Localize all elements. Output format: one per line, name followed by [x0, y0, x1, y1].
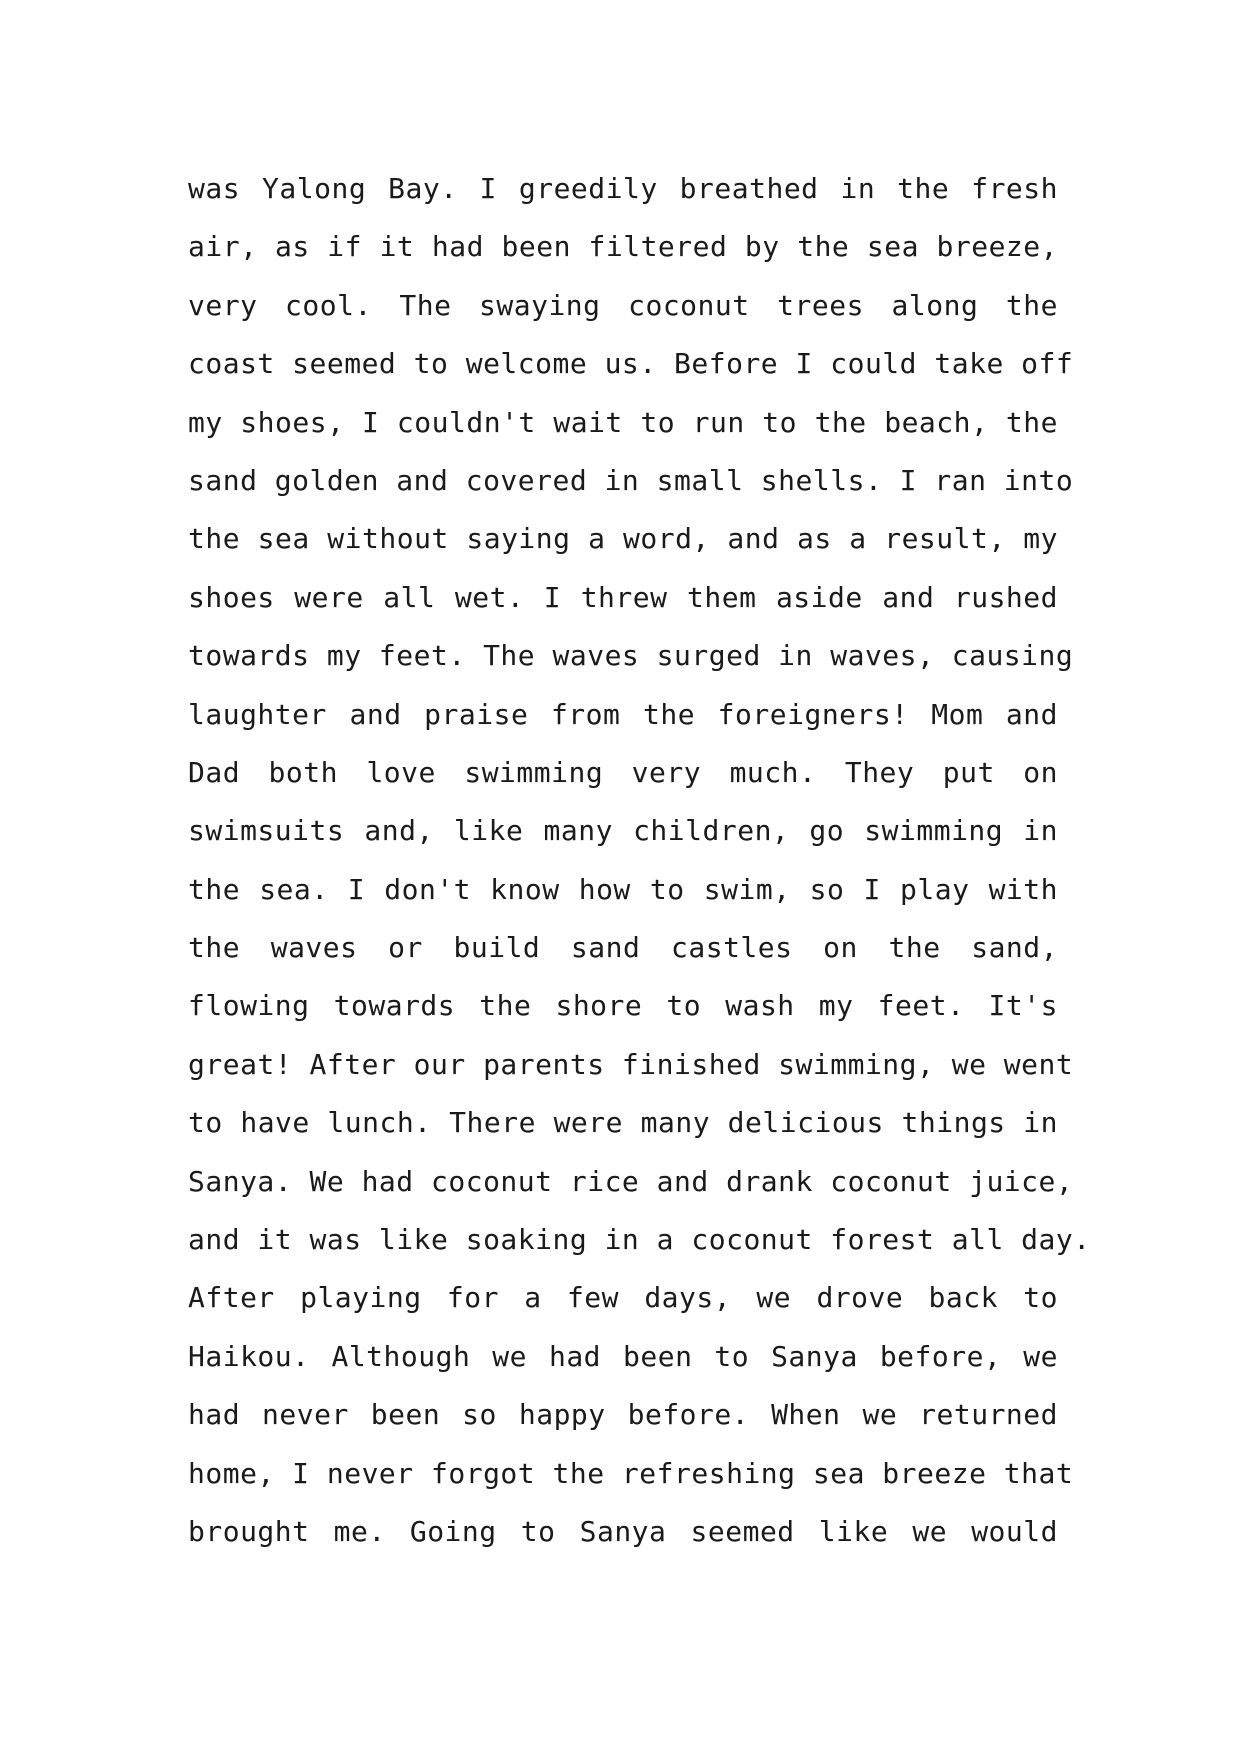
text-line: air, as if it had been filtered by the sea breeze, [188, 230, 1058, 264]
text-line: swimsuits and, like many children, go swimming in [188, 814, 1058, 848]
text-line: and it was like soaking in a coconut forest all day. [188, 1223, 1091, 1257]
text-line: the sea without saying a word, and as a result, my [188, 522, 1058, 556]
text-line: the sea. I don't know how to swim, so I play with [188, 872, 1058, 906]
text-line: was Yalong Bay. I greedily breathed in the fresh [188, 172, 1058, 205]
text-line: home, I never forgot the refreshing sea breeze that [188, 1456, 1074, 1490]
text-line: my shoes, I couldn't wait to run to the beach, the [188, 405, 1058, 439]
text-line: had never been so happy before. When we returned [188, 1398, 1058, 1432]
text-line: Dad both love swimming very much. They put on [188, 755, 1058, 789]
text-line: brought me. Going to Sanya seemed like we would [188, 1514, 1058, 1548]
body-text [188, 160, 1091, 1561]
text-line: laughter and praise from the foreigners! Mom and [188, 697, 1058, 731]
text-line: very cool. The swaying coconut trees along the [188, 288, 1058, 322]
text-line: sand golden and covered in small shells. I ran into [188, 463, 1074, 497]
text-line: the waves or build sand castles on the sand, [188, 931, 1058, 965]
text-line: shoes were all wet. I threw them aside and rushed [188, 580, 1058, 614]
text-line: great! After our parents finished swimming, we went [188, 1047, 1074, 1081]
text-line: After playing for a few days, we drove back to [188, 1281, 1058, 1315]
text-line: Haikou. Although we had been to Sanya before, we [188, 1339, 1058, 1373]
text-line: towards my feet. The waves surged in waves, causing [188, 639, 1074, 673]
text-line: Sanya. We had coconut rice and drank coconut juice, [188, 1164, 1074, 1198]
text-line: flowing towards the shore to wash my feet. It's [188, 989, 1058, 1023]
text-line: to have lunch. There were many delicious things in [188, 1106, 1058, 1140]
text-line: coast seemed to welcome us. Before I could take off [188, 347, 1074, 381]
